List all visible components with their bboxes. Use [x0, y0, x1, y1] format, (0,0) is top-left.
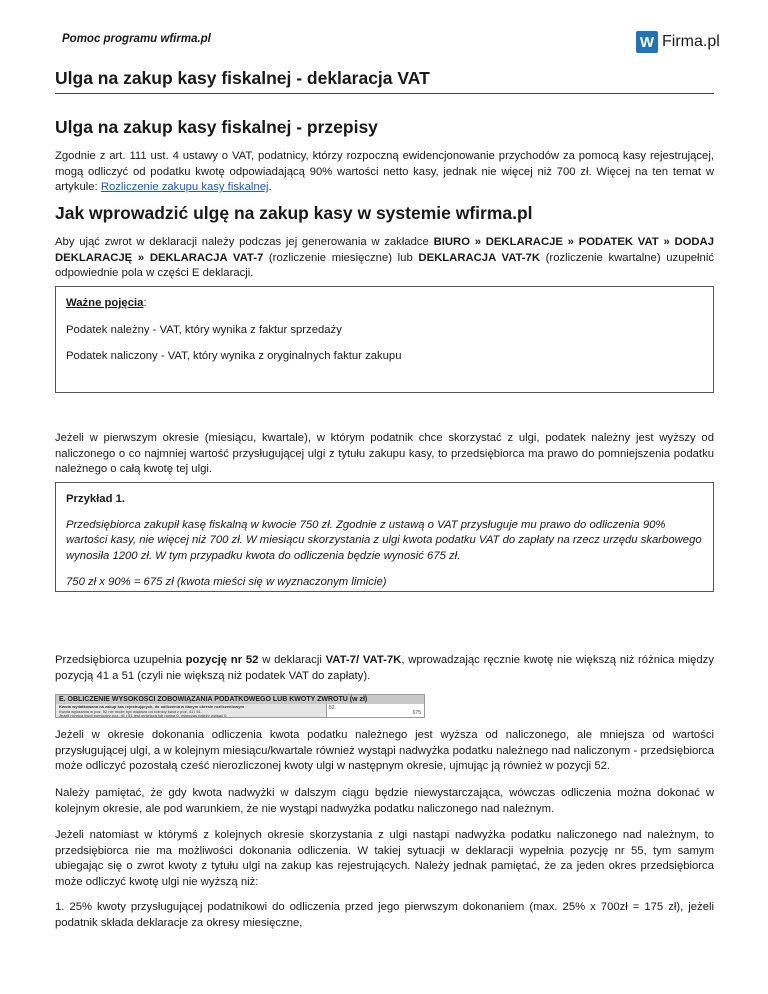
wfirma-logo[interactable]: [636, 31, 720, 53]
article-link[interactable]: Rozliczenie zakupu kasy fiskalnej: [100, 181, 269, 193]
term-input-tax: Podatek naliczony - VAT, który wynika z oryginalnych faktur zakupu: [66, 350, 402, 362]
howto-paragraph: Aby ująć zwrot w deklaracji należy podczas jej generowania w zakładce BIURO » DEKLARACJE » PODATEK VAT » DODAJ DEKLARACJĘ » DEKLARACJA VAT-7 (rozliczenie miesięczne) lub DEKLARACJA VAT-7K (rozliczenie kwartalne) uzupełnić odpowiednie pola w części E deklaracji.: [55, 236, 714, 279]
form-section-title: E. OBLICZENIE WYSOKOŚCI ZOBOWIĄZANIA PODATKOWEGO LUB KWOTY ZWROTU (w zł): [56, 695, 424, 704]
position52-paragraph: Przedsiębiorca uzupełnia pozycję nr 52 w deklaracji VAT-7/ VAT-7K, wprowadzając ręcznie kwotę nie większą niż różnica między pozycją 41 a 51 (czyli nie większą niż podatek VAT do zapłaty).: [55, 654, 714, 682]
vat-form-excerpt: [55, 694, 425, 718]
vat7k-label: DEKLARACJA VAT-7K: [418, 251, 540, 264]
form-description: Kwota wydatkowana na zakup kas rejestrujących, do odliczenia w danym okresie rozliczeniowym Kwota wykazana w poz. 52 nie może być większa od różnicy kwot z poz. 41 i 51. Jeżeli różnica kwot pomiędzy poz. 41 i 51 jest mniejsza lub równa 0, wówczas należy wpisać 0.: [56, 704, 326, 717]
example-text: Przedsiębiorca zakupił kasę fiskalną w kwocie 750 zł. Zgodnie z ustawą o VAT przysługuje mu prawo do odliczenia 90% wartości kasy, nie więcej niż 700 zł. W miesiącu skorzystania z ulgi kwota podatku VAT do zapłaty na rzecz urzędu skarbowego wynosiła 1200 zł. W tym przypadku kwota do odliczenia będzie wynosić 675 zł.: [66, 518, 702, 562]
example-box: [55, 482, 714, 592]
logo-text: Firma.pl: [662, 33, 720, 50]
section-heading-regulations: Ulga na zakup kasy fiskalnej - przepisy: [55, 117, 378, 137]
first-period-paragraph: Jeżeli w pierwszym okresie (miesiącu, kwartale), w którym podatnik chce skorzystać z ulgi, podatek należny jest wyższy od naliczonego o co najmniej wartość przysługującej ulgi z tytułu zakupu kasy, to przedsiębiorca ma prawo do pomniejszenia podatku należnego o całą kwotę tej ulgi.: [55, 432, 714, 475]
regulations-paragraph: Zgodnie z art. 111 ust. 4 ustawy o VAT, podatnicy, którzy rozpoczną ewidencjonowanie przychodów za pomocą kasy rejestrującej, mogą odliczyć od podatku kwotę odpowiadającą 90% wartości netto kasy, jednak nie więcej niż 700 zł. Więcej na ten temat w artykule: Rozliczenie zakupu kasy fiskalnej.: [55, 150, 714, 193]
section-heading-howto: Jak wprowadzić ulgę na zakup kasy w systemie wfirma.pl: [55, 203, 533, 223]
menu-path: BIURO » DEKLARACJE » PODATEK VAT » DODAJ DEKLARACJĘ » DEKLARACJA VAT-7: [55, 236, 714, 264]
page-title: Ulga na zakup kasy fiskalnej - deklaracja VAT: [55, 68, 714, 94]
important-terms-title: Ważne pojęcia: [66, 297, 144, 309]
point-1-paragraph: 1. 25% kwoty przysługującej podatnikowi do odliczenia przed jego pierwszym dokonaniem (max. 25% x 700zł = 175 zł), jeżeli podatnik składa deklaracje za okresy miesięczne,: [55, 901, 714, 929]
form-field-52: 52. 675: [326, 704, 424, 717]
next-period-paragraph: Jeżeli w okresie dokonania odliczenia kwota podatku należnego jest wyższa od naliczonego, ale mniejsza od wartości przysługującej ulgi, a w kolejnym miesiącu/kwartale również wystąpi nadwyżka podatku należnego nad naliczonym - przedsiębiorca może odliczyć pozostałą cześć nierozliczonej kwoty ulgi w następnym okresie, ujmując ją również w pozycji 52.: [55, 729, 714, 772]
important-terms-box: Ważne pojęcia: Podatek należny - VAT, który wynika z faktur sprzedaży Podatek naliczony - VAT, który wynika z oryginalnych faktur zakupu: [55, 286, 714, 393]
term-output-tax: Podatek należny - VAT, który wynika z faktur sprzedaży: [66, 323, 342, 336]
logo-badge-icon: W: [636, 31, 658, 53]
example-calculation: 750 zł x 90% = 675 zł (kwota mieści się w wyznaczonym limicie): [66, 576, 387, 588]
remember-paragraph: Należy pamiętać, że gdy kwota nadwyżki w dalszym ciągu będzie niewystarczająca, wówczas odliczenia można dokonać w kolejnym okresie, ale pod warunkiem, że nie wystąpi nadwyżka podatku naliczonego nad należnym.: [55, 787, 714, 815]
program-header: Pomoc programu wfirma.pl: [62, 33, 211, 45]
refund-paragraph: Jeżeli natomiast w którymś z kolejnych okresie skorzystania z ulgi nastąpi nadwyżka podatku naliczonego nad należnym, to przedsiębiorca nie ma możliwości dokonania odliczenia. W takiej sytuacji w deklaracji wypełnia pozycję nr 55, tym samym ubiegając się o zwrot kwoty z tytułu ulgi na zakup kas rejestrujących. Należy jednak pamiętać, że za jeden okres przedsiębiorca może odliczyć kwotę ulgi nie wyższą niż:: [55, 829, 714, 888]
example-title: Przykład 1.: [66, 493, 126, 505]
